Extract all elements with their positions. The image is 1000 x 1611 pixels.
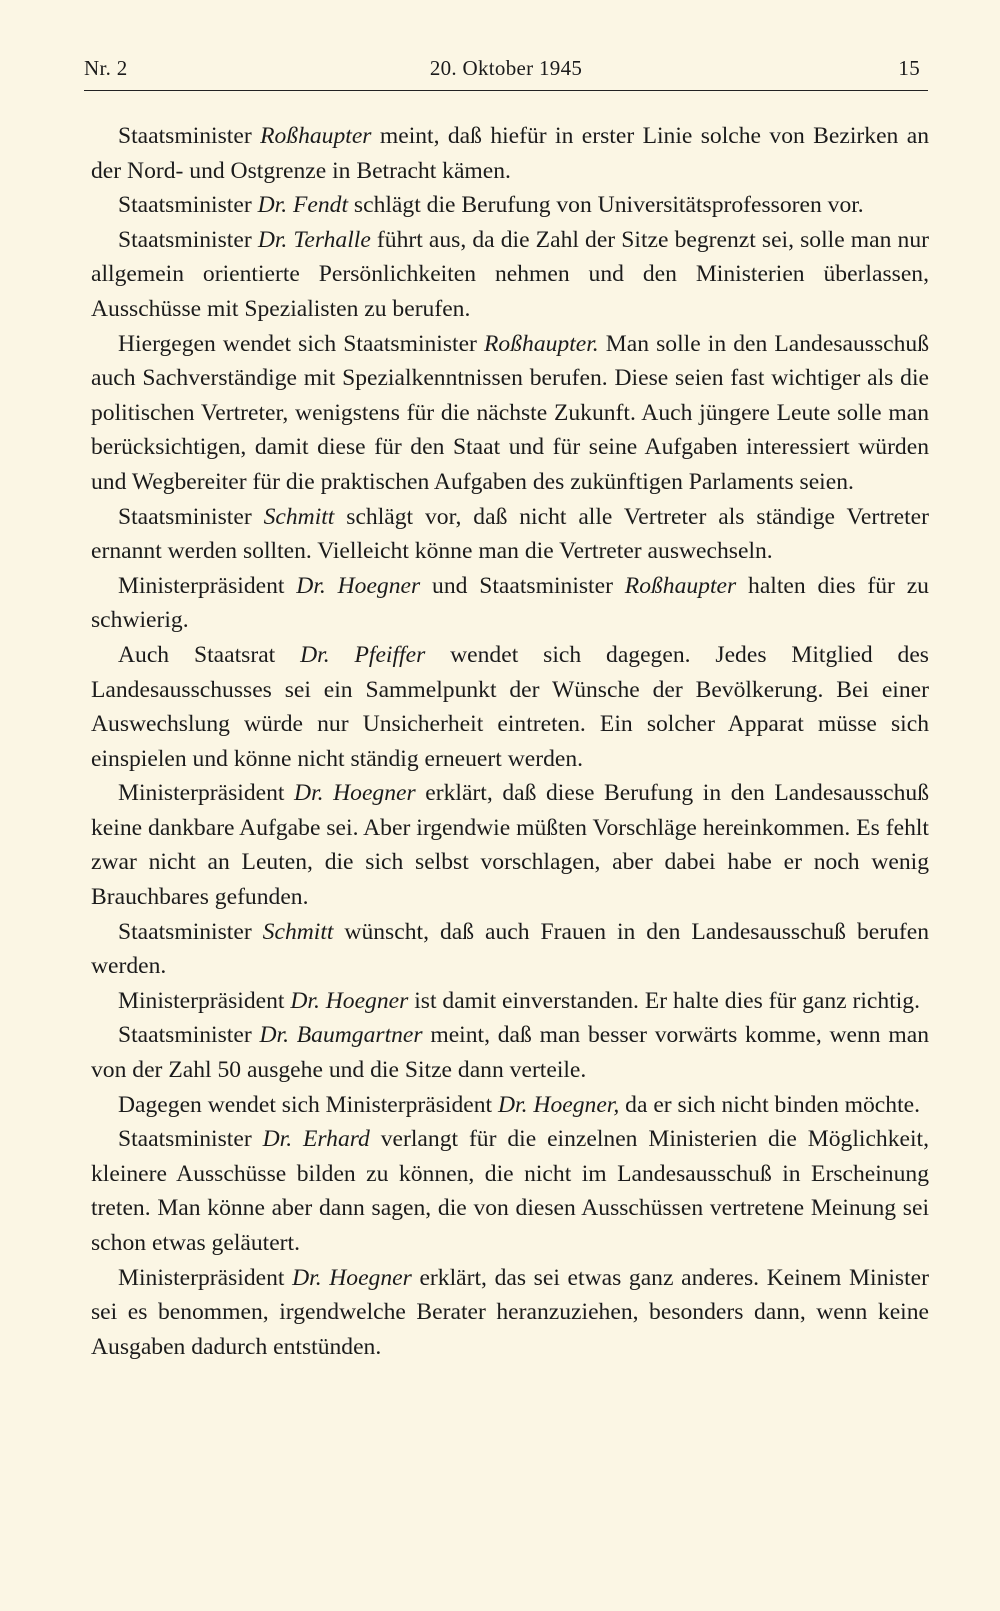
paragraph-text: Staatsminister [118,123,261,149]
speaker-name: Roßhaupter. [484,330,599,357]
paragraph-text: erklärt, daß diese Berufung in den Landesausschuß keine dankbare Aufgabe sei. Aber irgendwie müßten Vorschläge hereinkommen. Es fehlt zwar nicht an Leuten, die sich selbst vorschlagen, aber dabei habe er noch wenig Brauchbares gefunden. [91,780,929,911]
header-rule [84,90,928,91]
paragraph [91,119,929,188]
paragraph-text: Ministerpräsident [118,1264,293,1291]
paragraph-text: Staatsminister [118,918,263,945]
paragraph [91,327,929,500]
paragraph-text: schlägt vor, daß nicht alle Vertreter als ständige Vertreter ernannt werden sollten. Vielleicht könne man die Vertreter auswechseln. [91,503,929,565]
speaker-name: Dr. Hoegner [296,572,421,599]
speaker-name: Dr. Erhard [262,1126,370,1153]
paragraph-text: Staatsminister [118,503,264,530]
paragraph-text: schlägt die Berufung von Universitätsprofessoren vor. [348,192,864,219]
paragraph [91,984,929,1019]
paragraph-text: Ministerpräsident [118,572,297,599]
paragraph [91,776,929,914]
paragraph-text: meint, daß hiefür in erster Linie solche von Bezirken an der Nord- und Ostgrenze in Betracht kämen. [91,123,929,184]
paragraph [91,188,929,223]
paragraph [91,223,929,327]
paragraph-text: halten dies für zu schwierig. [91,572,929,634]
paragraph-text: Staatsminister [118,1126,263,1153]
speaker-name: Dr. Baumgartner [259,1022,423,1049]
paragraph-text: Staatsminister [118,226,258,253]
paragraph-text: und Staatsminister [420,572,625,599]
speaker-name: Roßhaupter [624,572,737,599]
speaker-name: Dr. Hoegner [292,1264,412,1291]
paragraph-text: ist damit einverstanden. Er halte dies für ganz richtig. [408,987,921,1014]
paragraph-text: Ministerpräsident [118,987,291,1014]
paragraph [91,915,929,984]
paragraph-text: wendet sich dagegen. Jedes Mitglied des Landesausschusses sei ein Sammelpunkt der Wünsche der Bevölkerung. Bei einer Auswechslung würde nur Unsicherheit eintreten. Ein solcher Apparat müsse sich einspielen und könne nicht ständig erneuert werden. [91,641,929,772]
paragraph-text: Staatsminister [118,192,258,219]
paragraph [91,1088,929,1123]
paragraph [91,500,929,569]
paragraph-text: Dagegen wendet sich Ministerpräsident [118,1091,499,1118]
paragraph-text: erklärt, das sei etwas ganz anderes. Keinem Minister sei es benommen, irgendwelche Berater heranzuziehen, besonders dann, wenn keine Ausgaben dadurch entstünden. [91,1264,929,1360]
paragraph-text: wünscht, daß auch Frauen in den Landesausschuß berufen werden. [91,918,930,980]
paragraph [91,1018,929,1087]
speaker-name: Dr. Terhalle [257,226,371,253]
speaker-name: Dr. Hoegner [294,780,416,807]
paragraph-text: meint, daß man besser vorwärts komme, wenn man von der Zahl 50 ausgehe und die Sitze dann verteile. [91,1022,929,1084]
speaker-name: Dr. Hoegner, [498,1091,620,1118]
speaker-name: Schmitt [262,918,334,945]
page-header [84,56,928,90]
paragraph [91,1261,929,1365]
paragraph [91,569,929,638]
speaker-name: Roßhaupter [260,123,372,149]
paragraph-text: Ministerpräsident [118,780,295,807]
paragraph-text: führt aus, da die Zahl der Sitze begrenzt sei, solle man nur allgemein orientierte Persönlichkeiten nehmen und den Ministerien überlassen, Ausschüsse mit Spezialisten zu berufen. [91,226,929,322]
speaker-name: Dr. Pfeiffer [300,641,426,668]
speaker-name: Schmitt [263,503,335,530]
paragraph [91,638,929,776]
issue-number: Nr. 2 [84,56,128,80]
speaker-name: Dr. Fendt [257,192,349,219]
paragraph-text: da er sich nicht binden möchte. [619,1091,920,1118]
header-date: 20. Oktober 1945 [429,56,583,80]
page-number: 15 [898,56,920,80]
paragraph [91,1122,929,1260]
paragraph-text: verlangt für die einzelnen Ministerien die Möglichkeit, kleinere Ausschüsse bilden zu können, die nicht im Landesausschuß in Erscheinung treten. Man könne aber dann sagen, die von diesen Ausschüssen vertretene Meinung sei schon etwas geläutert. [91,1126,929,1256]
speaker-name: Dr. Hoegner [290,987,409,1014]
paragraph-text: Man solle in den Landesausschuß auch Sachverständige mit Spezialkenntnissen berufen. Diese seien fast wichtiger als die politischen Vertreter, wenigstens für die nächste Zukunft. Auch jüngere Leute solle man berücksichtigen, damit diese für den Staat und für seine Aufgaben interessiert würden und Wegbereiter für die praktischen Aufgaben des zukünftigen Parlaments seien. [91,330,929,495]
paragraph-text: Hiergegen wendet sich Staatsminister [118,330,485,357]
paragraph-text: Auch Staatsrat [118,641,301,668]
document-body [91,119,929,1364]
paragraph-text: Staatsminister [118,1022,260,1049]
